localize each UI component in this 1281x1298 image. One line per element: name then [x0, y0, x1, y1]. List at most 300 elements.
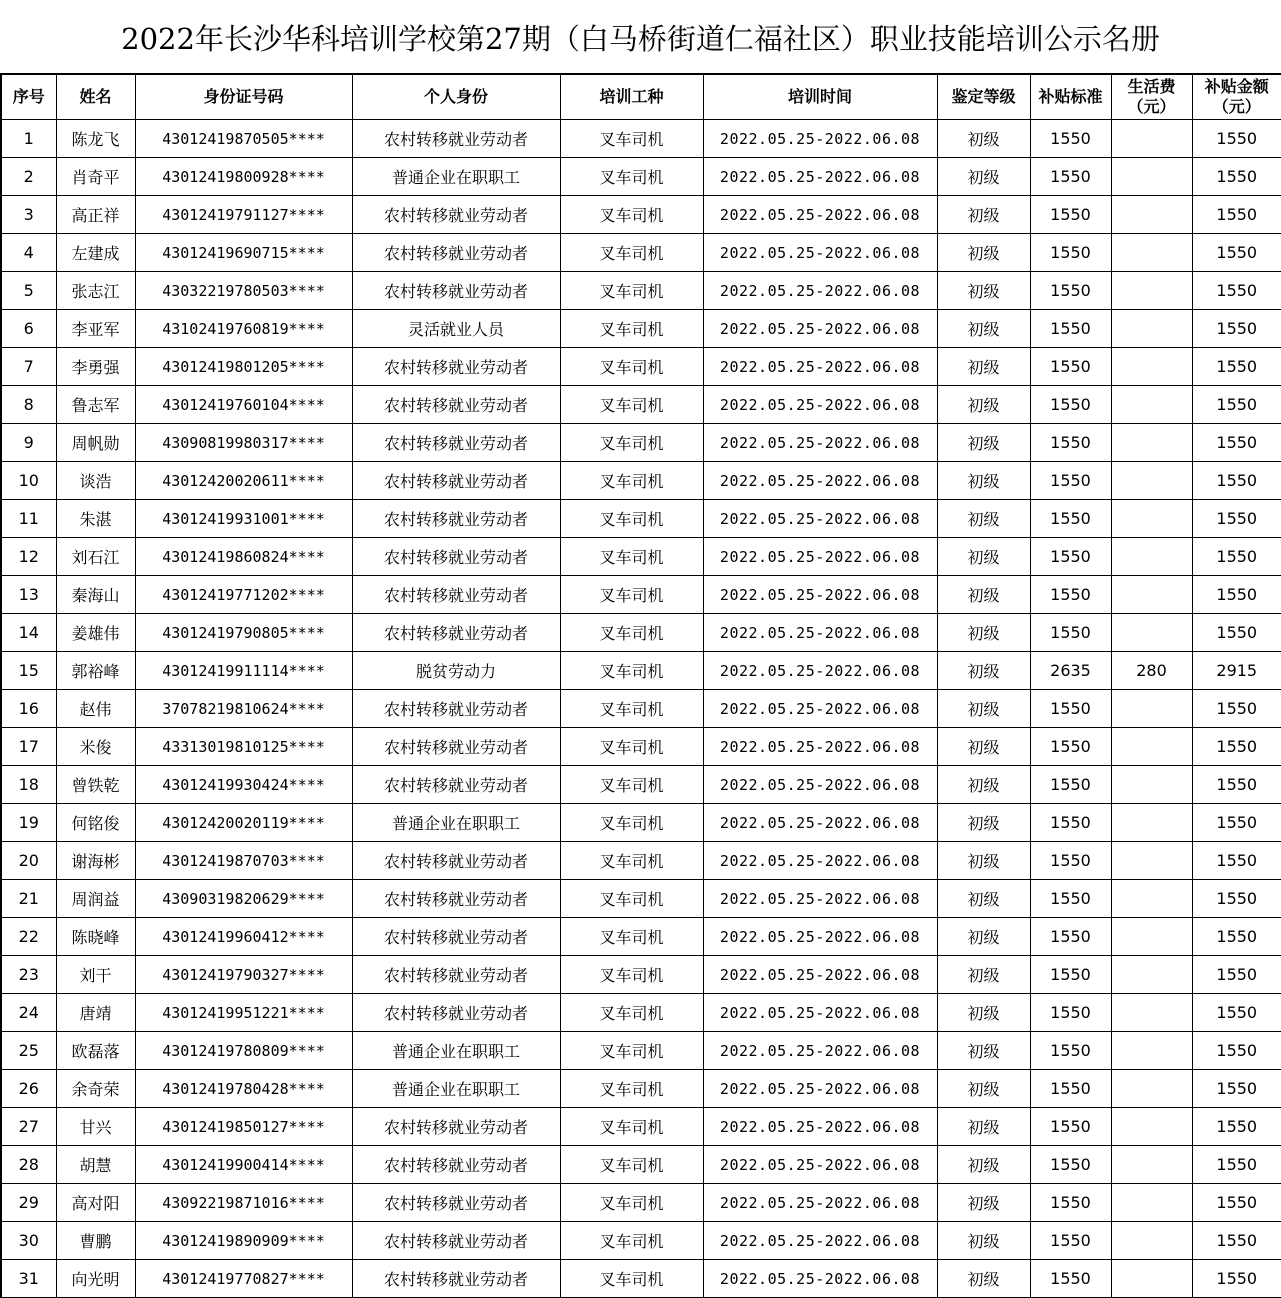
- cell-id-number: 43012419770827****: [135, 1260, 352, 1298]
- cell-identity: 农村转移就业劳动者: [352, 956, 560, 994]
- roster-table: [0, 73, 1281, 1298]
- cell-name: 谈浩: [56, 462, 135, 500]
- cell-identity: 农村转移就业劳动者: [352, 500, 560, 538]
- cell-subsidy-amount: 1550: [1192, 462, 1281, 500]
- cell-name: 郭裕峰: [56, 652, 135, 690]
- cell-identity: 农村转移就业劳动者: [352, 880, 560, 918]
- cell-level: 初级: [937, 158, 1030, 196]
- cell-level: 初级: [937, 462, 1030, 500]
- header-id-number: 身份证号码: [135, 74, 352, 120]
- cell-subsidy-standard: 1550: [1030, 576, 1111, 614]
- cell-trade: 叉车司机: [560, 614, 703, 652]
- cell-subsidy-standard: 1550: [1030, 728, 1111, 766]
- cell-id-number: 37078219810624****: [135, 690, 352, 728]
- cell-seq: 5: [1, 272, 56, 310]
- cell-name: 米俊: [56, 728, 135, 766]
- cell-identity: 农村转移就业劳动者: [352, 196, 560, 234]
- header-seq: 序号: [1, 74, 56, 120]
- cell-subsidy-standard: 1550: [1030, 158, 1111, 196]
- cell-level: 初级: [937, 1070, 1030, 1108]
- cell-name: 欧磊落: [56, 1032, 135, 1070]
- cell-trade: 叉车司机: [560, 1108, 703, 1146]
- cell-identity: 农村转移就业劳动者: [352, 842, 560, 880]
- cell-name: 李勇强: [56, 348, 135, 386]
- table-row: [1, 1070, 1281, 1108]
- cell-trade: 叉车司机: [560, 766, 703, 804]
- cell-living-allowance: [1111, 918, 1192, 956]
- cell-living-allowance: [1111, 234, 1192, 272]
- cell-subsidy-amount: 1550: [1192, 348, 1281, 386]
- cell-trade: 叉车司机: [560, 386, 703, 424]
- cell-subsidy-standard: 1550: [1030, 348, 1111, 386]
- cell-seq: 14: [1, 614, 56, 652]
- cell-training-period: 2022.05.25-2022.06.08: [703, 1070, 937, 1108]
- cell-identity: 农村转移就业劳动者: [352, 272, 560, 310]
- cell-living-allowance: [1111, 1146, 1192, 1184]
- table-row: [1, 1108, 1281, 1146]
- cell-living-allowance: [1111, 386, 1192, 424]
- cell-id-number: 43012419850127****: [135, 1108, 352, 1146]
- cell-training-period: 2022.05.25-2022.06.08: [703, 1184, 937, 1222]
- cell-training-period: 2022.05.25-2022.06.08: [703, 234, 937, 272]
- cell-subsidy-amount: 1550: [1192, 386, 1281, 424]
- cell-subsidy-standard: 1550: [1030, 538, 1111, 576]
- cell-subsidy-standard: 2635: [1030, 652, 1111, 690]
- cell-level: 初级: [937, 880, 1030, 918]
- table-row: [1, 158, 1281, 196]
- cell-identity: 农村转移就业劳动者: [352, 1260, 560, 1298]
- cell-identity: 农村转移就业劳动者: [352, 576, 560, 614]
- cell-seq: 31: [1, 1260, 56, 1298]
- cell-name: 何铭俊: [56, 804, 135, 842]
- cell-subsidy-amount: 1550: [1192, 1146, 1281, 1184]
- cell-seq: 29: [1, 1184, 56, 1222]
- cell-subsidy-amount: 1550: [1192, 1260, 1281, 1298]
- cell-subsidy-amount: 1550: [1192, 842, 1281, 880]
- cell-subsidy-standard: 1550: [1030, 842, 1111, 880]
- cell-trade: 叉车司机: [560, 1070, 703, 1108]
- cell-identity: 农村转移就业劳动者: [352, 690, 560, 728]
- cell-level: 初级: [937, 994, 1030, 1032]
- cell-name: 张志江: [56, 272, 135, 310]
- cell-seq: 11: [1, 500, 56, 538]
- cell-living-allowance: [1111, 728, 1192, 766]
- cell-living-allowance: [1111, 424, 1192, 462]
- table-row: [1, 234, 1281, 272]
- cell-subsidy-standard: 1550: [1030, 424, 1111, 462]
- cell-training-period: 2022.05.25-2022.06.08: [703, 424, 937, 462]
- cell-living-allowance: [1111, 1070, 1192, 1108]
- cell-living-allowance: [1111, 1032, 1192, 1070]
- cell-trade: 叉车司机: [560, 880, 703, 918]
- cell-identity: 农村转移就业劳动者: [352, 234, 560, 272]
- table-row: [1, 348, 1281, 386]
- cell-seq: 4: [1, 234, 56, 272]
- cell-subsidy-amount: 1550: [1192, 500, 1281, 538]
- cell-subsidy-amount: 2915: [1192, 652, 1281, 690]
- cell-living-allowance: [1111, 196, 1192, 234]
- cell-id-number: 43012419890909****: [135, 1222, 352, 1260]
- cell-subsidy-amount: 1550: [1192, 196, 1281, 234]
- cell-living-allowance: [1111, 766, 1192, 804]
- cell-seq: 24: [1, 994, 56, 1032]
- cell-subsidy-amount: 1550: [1192, 1032, 1281, 1070]
- cell-level: 初级: [937, 386, 1030, 424]
- cell-trade: 叉车司机: [560, 804, 703, 842]
- cell-level: 初级: [937, 728, 1030, 766]
- cell-training-period: 2022.05.25-2022.06.08: [703, 348, 937, 386]
- cell-level: 初级: [937, 500, 1030, 538]
- cell-subsidy-amount: 1550: [1192, 1070, 1281, 1108]
- cell-level: 初级: [937, 272, 1030, 310]
- table-row: [1, 880, 1281, 918]
- cell-identity: 农村转移就业劳动者: [352, 766, 560, 804]
- cell-identity: 农村转移就业劳动者: [352, 1108, 560, 1146]
- table-row: [1, 614, 1281, 652]
- cell-trade: 叉车司机: [560, 538, 703, 576]
- cell-training-period: 2022.05.25-2022.06.08: [703, 918, 937, 956]
- cell-id-number: 43012419800928****: [135, 158, 352, 196]
- cell-trade: 叉车司机: [560, 158, 703, 196]
- header-name: 姓名: [56, 74, 135, 120]
- cell-trade: 叉车司机: [560, 652, 703, 690]
- cell-level: 初级: [937, 538, 1030, 576]
- cell-identity: 普通企业在职职工: [352, 1070, 560, 1108]
- cell-training-period: 2022.05.25-2022.06.08: [703, 120, 937, 158]
- cell-level: 初级: [937, 804, 1030, 842]
- cell-subsidy-standard: 1550: [1030, 956, 1111, 994]
- cell-identity: 普通企业在职职工: [352, 158, 560, 196]
- cell-subsidy-standard: 1550: [1030, 1146, 1111, 1184]
- table-row: [1, 766, 1281, 804]
- cell-name: 向光明: [56, 1260, 135, 1298]
- cell-identity: 农村转移就业劳动者: [352, 424, 560, 462]
- cell-trade: 叉车司机: [560, 956, 703, 994]
- cell-level: 初级: [937, 576, 1030, 614]
- cell-id-number: 43012419860824****: [135, 538, 352, 576]
- cell-training-period: 2022.05.25-2022.06.08: [703, 196, 937, 234]
- cell-name: 李亚军: [56, 310, 135, 348]
- cell-training-period: 2022.05.25-2022.06.08: [703, 1108, 937, 1146]
- cell-training-period: 2022.05.25-2022.06.08: [703, 462, 937, 500]
- table-row: [1, 1222, 1281, 1260]
- cell-subsidy-amount: 1550: [1192, 272, 1281, 310]
- cell-living-allowance: [1111, 690, 1192, 728]
- cell-seq: 13: [1, 576, 56, 614]
- cell-trade: 叉车司机: [560, 310, 703, 348]
- cell-level: 初级: [937, 1260, 1030, 1298]
- cell-subsidy-standard: 1550: [1030, 500, 1111, 538]
- cell-identity: 农村转移就业劳动者: [352, 538, 560, 576]
- cell-trade: 叉车司机: [560, 196, 703, 234]
- cell-training-period: 2022.05.25-2022.06.08: [703, 1032, 937, 1070]
- cell-name: 刘石江: [56, 538, 135, 576]
- cell-subsidy-amount: 1550: [1192, 538, 1281, 576]
- cell-trade: 叉车司机: [560, 462, 703, 500]
- cell-subsidy-amount: 1550: [1192, 766, 1281, 804]
- cell-subsidy-standard: 1550: [1030, 1108, 1111, 1146]
- cell-training-period: 2022.05.25-2022.06.08: [703, 1146, 937, 1184]
- cell-subsidy-standard: 1550: [1030, 272, 1111, 310]
- table-row: [1, 310, 1281, 348]
- table-body: [1, 120, 1281, 1298]
- table-row: [1, 1032, 1281, 1070]
- cell-subsidy-amount: 1550: [1192, 918, 1281, 956]
- cell-seq: 18: [1, 766, 56, 804]
- cell-name: 唐靖: [56, 994, 135, 1032]
- cell-seq: 7: [1, 348, 56, 386]
- cell-id-number: 43012419930424****: [135, 766, 352, 804]
- cell-subsidy-standard: 1550: [1030, 1184, 1111, 1222]
- cell-identity: 普通企业在职职工: [352, 1032, 560, 1070]
- cell-level: 初级: [937, 614, 1030, 652]
- cell-name: 余奇荣: [56, 1070, 135, 1108]
- table-row: [1, 538, 1281, 576]
- cell-seq: 17: [1, 728, 56, 766]
- cell-living-allowance: [1111, 1184, 1192, 1222]
- cell-name: 周帆勋: [56, 424, 135, 462]
- cell-name: 赵伟: [56, 690, 135, 728]
- cell-seq: 25: [1, 1032, 56, 1070]
- table-row: [1, 1146, 1281, 1184]
- cell-subsidy-amount: 1550: [1192, 1222, 1281, 1260]
- cell-training-period: 2022.05.25-2022.06.08: [703, 158, 937, 196]
- cell-seq: 9: [1, 424, 56, 462]
- cell-living-allowance: [1111, 120, 1192, 158]
- cell-id-number: 43012420020611****: [135, 462, 352, 500]
- cell-seq: 3: [1, 196, 56, 234]
- cell-living-allowance: [1111, 956, 1192, 994]
- cell-identity: 农村转移就业劳动者: [352, 120, 560, 158]
- cell-seq: 19: [1, 804, 56, 842]
- cell-living-allowance: [1111, 348, 1192, 386]
- header-identity: 个人身份: [352, 74, 560, 120]
- cell-trade: 叉车司机: [560, 1032, 703, 1070]
- cell-training-period: 2022.05.25-2022.06.08: [703, 842, 937, 880]
- cell-level: 初级: [937, 1146, 1030, 1184]
- cell-training-period: 2022.05.25-2022.06.08: [703, 1260, 937, 1298]
- cell-seq: 20: [1, 842, 56, 880]
- cell-subsidy-standard: 1550: [1030, 462, 1111, 500]
- cell-id-number: 43012419931001****: [135, 500, 352, 538]
- cell-id-number: 43012419951221****: [135, 994, 352, 1032]
- cell-id-number: 43102419760819****: [135, 310, 352, 348]
- cell-trade: 叉车司机: [560, 918, 703, 956]
- cell-id-number: 43313019810125****: [135, 728, 352, 766]
- cell-living-allowance: 280: [1111, 652, 1192, 690]
- header-subsidy-standard: 补贴标准: [1030, 74, 1111, 120]
- cell-subsidy-amount: 1550: [1192, 956, 1281, 994]
- cell-trade: 叉车司机: [560, 424, 703, 462]
- table-row: [1, 272, 1281, 310]
- cell-id-number: 43012419771202****: [135, 576, 352, 614]
- cell-identity: 农村转移就业劳动者: [352, 918, 560, 956]
- cell-trade: 叉车司机: [560, 120, 703, 158]
- cell-id-number: 43012419870703****: [135, 842, 352, 880]
- cell-id-number: 43012419790805****: [135, 614, 352, 652]
- cell-name: 朱湛: [56, 500, 135, 538]
- cell-id-number: 43012419960412****: [135, 918, 352, 956]
- cell-trade: 叉车司机: [560, 1146, 703, 1184]
- cell-name: 鲁志军: [56, 386, 135, 424]
- cell-level: 初级: [937, 196, 1030, 234]
- cell-trade: 叉车司机: [560, 500, 703, 538]
- cell-level: 初级: [937, 652, 1030, 690]
- table-row: [1, 576, 1281, 614]
- cell-level: 初级: [937, 1032, 1030, 1070]
- table-row: [1, 652, 1281, 690]
- cell-id-number: 43090319820629****: [135, 880, 352, 918]
- cell-seq: 10: [1, 462, 56, 500]
- cell-level: 初级: [937, 120, 1030, 158]
- cell-id-number: 43092219871016****: [135, 1184, 352, 1222]
- cell-id-number: 43012419911114****: [135, 652, 352, 690]
- cell-seq: 30: [1, 1222, 56, 1260]
- cell-training-period: 2022.05.25-2022.06.08: [703, 614, 937, 652]
- cell-subsidy-standard: 1550: [1030, 614, 1111, 652]
- cell-trade: 叉车司机: [560, 234, 703, 272]
- cell-subsidy-standard: 1550: [1030, 994, 1111, 1032]
- table-row: [1, 728, 1281, 766]
- cell-name: 秦海山: [56, 576, 135, 614]
- cell-name: 姜雄伟: [56, 614, 135, 652]
- cell-living-allowance: [1111, 310, 1192, 348]
- cell-subsidy-amount: 1550: [1192, 234, 1281, 272]
- cell-name: 陈晓峰: [56, 918, 135, 956]
- cell-subsidy-standard: 1550: [1030, 196, 1111, 234]
- cell-name: 陈龙飞: [56, 120, 135, 158]
- cell-identity: 农村转移就业劳动者: [352, 386, 560, 424]
- cell-trade: 叉车司机: [560, 690, 703, 728]
- cell-training-period: 2022.05.25-2022.06.08: [703, 538, 937, 576]
- cell-training-period: 2022.05.25-2022.06.08: [703, 652, 937, 690]
- header-row: [1, 74, 1281, 120]
- cell-id-number: 43012419791127****: [135, 196, 352, 234]
- table-row: [1, 196, 1281, 234]
- cell-identity: 农村转移就业劳动者: [352, 348, 560, 386]
- cell-name: 周润益: [56, 880, 135, 918]
- cell-id-number: 43012419900414****: [135, 1146, 352, 1184]
- cell-seq: 1: [1, 120, 56, 158]
- header-level: 鉴定等级: [937, 74, 1030, 120]
- cell-seq: 16: [1, 690, 56, 728]
- cell-subsidy-standard: 1550: [1030, 234, 1111, 272]
- cell-subsidy-standard: 1550: [1030, 1222, 1111, 1260]
- table-row: [1, 500, 1281, 538]
- cell-training-period: 2022.05.25-2022.06.08: [703, 310, 937, 348]
- table-row: [1, 386, 1281, 424]
- cell-seq: 8: [1, 386, 56, 424]
- cell-name: 曹鹏: [56, 1222, 135, 1260]
- cell-living-allowance: [1111, 994, 1192, 1032]
- cell-subsidy-standard: 1550: [1030, 1070, 1111, 1108]
- cell-seq: 27: [1, 1108, 56, 1146]
- cell-training-period: 2022.05.25-2022.06.08: [703, 576, 937, 614]
- cell-seq: 28: [1, 1146, 56, 1184]
- cell-subsidy-amount: 1550: [1192, 614, 1281, 652]
- cell-subsidy-standard: 1550: [1030, 766, 1111, 804]
- cell-subsidy-amount: 1550: [1192, 994, 1281, 1032]
- cell-living-allowance: [1111, 804, 1192, 842]
- table-row: [1, 918, 1281, 956]
- cell-trade: 叉车司机: [560, 842, 703, 880]
- cell-trade: 叉车司机: [560, 1260, 703, 1298]
- cell-living-allowance: [1111, 880, 1192, 918]
- cell-subsidy-standard: 1550: [1030, 386, 1111, 424]
- cell-subsidy-standard: 1550: [1030, 120, 1111, 158]
- cell-id-number: 43012419780809****: [135, 1032, 352, 1070]
- cell-living-allowance: [1111, 538, 1192, 576]
- table-row: [1, 424, 1281, 462]
- cell-identity: 农村转移就业劳动者: [352, 1146, 560, 1184]
- cell-name: 曾铁乾: [56, 766, 135, 804]
- cell-subsidy-amount: 1550: [1192, 1184, 1281, 1222]
- cell-identity: 农村转移就业劳动者: [352, 462, 560, 500]
- cell-training-period: 2022.05.25-2022.06.08: [703, 690, 937, 728]
- cell-name: 左建成: [56, 234, 135, 272]
- cell-name: 高正祥: [56, 196, 135, 234]
- cell-living-allowance: [1111, 272, 1192, 310]
- cell-level: 初级: [937, 918, 1030, 956]
- cell-trade: 叉车司机: [560, 1184, 703, 1222]
- cell-living-allowance: [1111, 500, 1192, 538]
- cell-name: 谢海彬: [56, 842, 135, 880]
- cell-name: 高对阳: [56, 1184, 135, 1222]
- cell-trade: 叉车司机: [560, 1222, 703, 1260]
- cell-subsidy-amount: 1550: [1192, 120, 1281, 158]
- table-row: [1, 1260, 1281, 1298]
- header-trade: 培训工种: [560, 74, 703, 120]
- cell-level: 初级: [937, 1108, 1030, 1146]
- cell-id-number: 43012419780428****: [135, 1070, 352, 1108]
- cell-level: 初级: [937, 690, 1030, 728]
- cell-subsidy-amount: 1550: [1192, 310, 1281, 348]
- cell-training-period: 2022.05.25-2022.06.08: [703, 500, 937, 538]
- cell-training-period: 2022.05.25-2022.06.08: [703, 804, 937, 842]
- cell-living-allowance: [1111, 1222, 1192, 1260]
- cell-subsidy-standard: 1550: [1030, 804, 1111, 842]
- table-row: [1, 804, 1281, 842]
- cell-subsidy-amount: 1550: [1192, 690, 1281, 728]
- cell-training-period: 2022.05.25-2022.06.08: [703, 766, 937, 804]
- cell-identity: 农村转移就业劳动者: [352, 1184, 560, 1222]
- cell-training-period: 2022.05.25-2022.06.08: [703, 272, 937, 310]
- cell-subsidy-standard: 1550: [1030, 310, 1111, 348]
- cell-id-number: 43032219780503****: [135, 272, 352, 310]
- cell-name: 甘兴: [56, 1108, 135, 1146]
- cell-id-number: 43090819980317****: [135, 424, 352, 462]
- table-row: [1, 994, 1281, 1032]
- cell-trade: 叉车司机: [560, 272, 703, 310]
- cell-id-number: 43012419801205****: [135, 348, 352, 386]
- cell-living-allowance: [1111, 614, 1192, 652]
- cell-seq: 12: [1, 538, 56, 576]
- cell-living-allowance: [1111, 1260, 1192, 1298]
- cell-seq: 21: [1, 880, 56, 918]
- table-row: [1, 462, 1281, 500]
- cell-living-allowance: [1111, 1108, 1192, 1146]
- cell-trade: 叉车司机: [560, 576, 703, 614]
- cell-seq: 23: [1, 956, 56, 994]
- cell-subsidy-amount: 1550: [1192, 728, 1281, 766]
- cell-level: 初级: [937, 842, 1030, 880]
- cell-trade: 叉车司机: [560, 994, 703, 1032]
- cell-subsidy-amount: 1550: [1192, 1108, 1281, 1146]
- cell-seq: 6: [1, 310, 56, 348]
- cell-trade: 叉车司机: [560, 728, 703, 766]
- cell-living-allowance: [1111, 462, 1192, 500]
- cell-seq: 15: [1, 652, 56, 690]
